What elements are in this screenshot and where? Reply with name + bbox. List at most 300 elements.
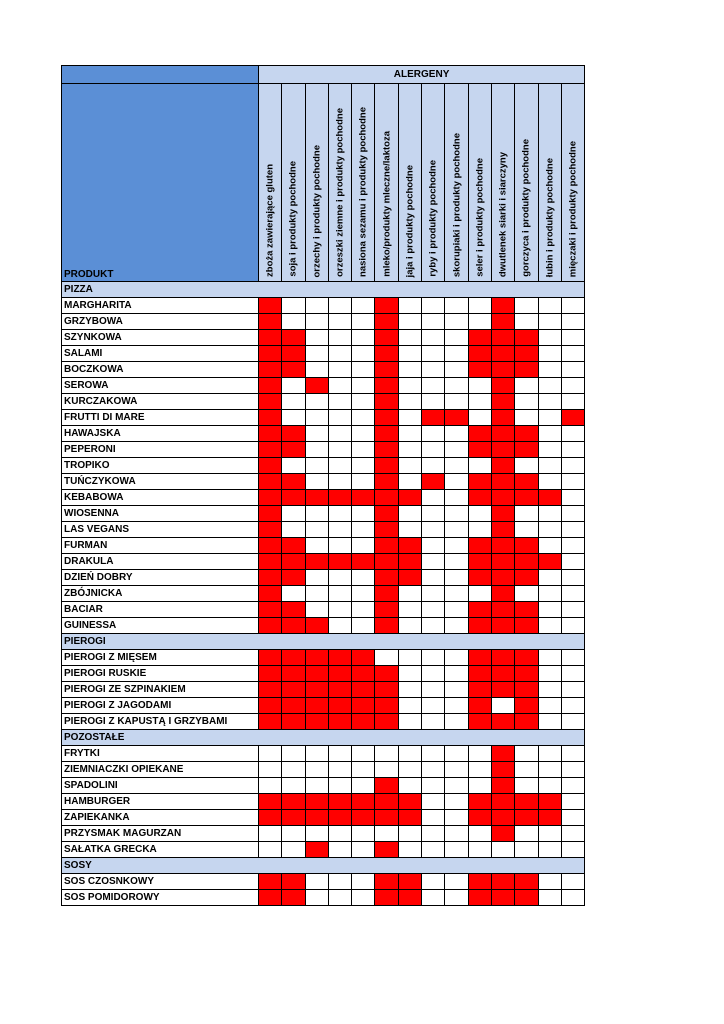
allergen-empty-cell [398, 714, 421, 730]
allergen-marked-cell [328, 810, 351, 826]
allergen-empty-cell [538, 890, 561, 906]
allergen-marked-cell [282, 698, 305, 714]
allergen-marked-cell [328, 698, 351, 714]
product-name: LAS VEGANS [62, 522, 259, 538]
allergen-empty-cell [282, 746, 305, 762]
allergen-empty-cell [491, 698, 514, 714]
allergen-empty-cell [328, 298, 351, 314]
allergen-empty-cell [305, 570, 328, 586]
allergen-empty-cell [468, 586, 491, 602]
allergen-empty-cell [328, 426, 351, 442]
allergen-empty-cell [561, 842, 584, 858]
allergen-marked-cell [491, 746, 514, 762]
allergen-empty-cell [398, 362, 421, 378]
allergen-empty-cell [538, 538, 561, 554]
allergen-empty-cell [468, 826, 491, 842]
allergen-empty-cell [398, 762, 421, 778]
product-name: PIEROGI Z KAPUSTĄ I GRZYBAMI [62, 714, 259, 730]
allergen-empty-cell [422, 586, 445, 602]
allergen-empty-cell [352, 426, 375, 442]
allergen-empty-cell [398, 426, 421, 442]
product-name: ZBÓJNICKA [62, 586, 259, 602]
allergen-empty-cell [422, 298, 445, 314]
allergen-empty-cell [328, 778, 351, 794]
allergen-marked-cell [375, 874, 398, 890]
allergen-marked-cell [515, 682, 538, 698]
allergen-marked-cell [491, 442, 514, 458]
allergen-marked-cell [468, 650, 491, 666]
allergen-marked-cell [352, 554, 375, 570]
allergen-empty-cell [375, 650, 398, 666]
allergen-empty-cell [305, 538, 328, 554]
table-row [62, 426, 585, 442]
allergen-empty-cell [445, 826, 468, 842]
allergen-marked-cell [398, 810, 421, 826]
allergen-marked-cell [538, 490, 561, 506]
allergen-marked-cell [375, 810, 398, 826]
allergen-marked-cell [468, 794, 491, 810]
allergen-marked-cell [491, 794, 514, 810]
allergen-empty-cell [375, 762, 398, 778]
table-row [62, 698, 585, 714]
allergen-empty-cell [445, 698, 468, 714]
allergens-header: ALERGENY [259, 66, 585, 84]
allergen-column-header [491, 84, 514, 282]
allergen-empty-cell [352, 506, 375, 522]
allergen-empty-cell [515, 826, 538, 842]
allergen-empty-cell [468, 506, 491, 522]
allergen-column-header [422, 84, 445, 282]
allergen-marked-cell [352, 698, 375, 714]
table-row [62, 890, 585, 906]
allergen-empty-cell [422, 762, 445, 778]
allergen-column-header [352, 84, 375, 282]
allergen-empty-cell [422, 650, 445, 666]
allergen-empty-cell [561, 426, 584, 442]
table-row [62, 394, 585, 410]
allergen-empty-cell [445, 378, 468, 394]
allergen-marked-cell [259, 602, 282, 618]
allergen-empty-cell [422, 666, 445, 682]
allergen-empty-cell [445, 426, 468, 442]
allergen-marked-cell [305, 618, 328, 634]
allergen-empty-cell [468, 762, 491, 778]
table-row [62, 714, 585, 730]
product-name: PRZYSMAK MAGURZAN [62, 826, 259, 842]
allergen-marked-cell [515, 538, 538, 554]
allergen-empty-cell [468, 410, 491, 426]
allergen-empty-cell [538, 410, 561, 426]
allergen-empty-cell [328, 890, 351, 906]
allergen-empty-cell [398, 346, 421, 362]
product-name: SPADOLINI [62, 778, 259, 794]
allergen-marked-cell [282, 714, 305, 730]
allergen-marked-cell [375, 330, 398, 346]
allergen-marked-cell [352, 490, 375, 506]
table-row [62, 474, 585, 490]
allergen-marked-cell [491, 714, 514, 730]
allergen-marked-cell [491, 570, 514, 586]
allergen-empty-cell [538, 298, 561, 314]
allergen-empty-cell [515, 378, 538, 394]
allergen-empty-cell [561, 458, 584, 474]
allergen-empty-cell [538, 522, 561, 538]
allergen-empty-cell [538, 458, 561, 474]
allergen-marked-cell [282, 346, 305, 362]
product-name: GUINESSA [62, 618, 259, 634]
allergen-empty-cell [352, 618, 375, 634]
allergen-empty-cell [422, 890, 445, 906]
allergen-empty-cell [445, 666, 468, 682]
allergen-marked-cell [282, 554, 305, 570]
allergen-label: mleko/produkty mleczne/laktoza [381, 131, 393, 277]
allergen-empty-cell [352, 570, 375, 586]
allergen-marked-cell [305, 650, 328, 666]
allergen-empty-cell [445, 298, 468, 314]
allergen-marked-cell [375, 602, 398, 618]
product-name: SOS POMIDOROWY [62, 890, 259, 906]
allergen-marked-cell [282, 362, 305, 378]
allergen-empty-cell [398, 682, 421, 698]
allergen-marked-cell [305, 842, 328, 858]
allergen-empty-cell [328, 746, 351, 762]
allergen-marked-cell [468, 362, 491, 378]
allergen-empty-cell [515, 298, 538, 314]
allergen-marked-cell [422, 410, 445, 426]
allergen-marked-cell [375, 490, 398, 506]
allergen-marked-cell [259, 586, 282, 602]
allergen-empty-cell [398, 698, 421, 714]
allergen-marked-cell [491, 810, 514, 826]
allergen-marked-cell [491, 682, 514, 698]
allergen-empty-cell [422, 426, 445, 442]
allergen-marked-cell [538, 794, 561, 810]
allergen-empty-cell [561, 826, 584, 842]
allergen-marked-cell [491, 522, 514, 538]
allergen-empty-cell [282, 506, 305, 522]
allergen-marked-cell [468, 490, 491, 506]
allergen-marked-cell [259, 570, 282, 586]
allergen-empty-cell [561, 362, 584, 378]
allergen-marked-cell [491, 650, 514, 666]
allergen-marked-cell [398, 538, 421, 554]
allergen-marked-cell [282, 650, 305, 666]
allergen-empty-cell [538, 394, 561, 410]
allergen-marked-cell [352, 794, 375, 810]
product-name: ZAPIEKANKA [62, 810, 259, 826]
product-name: DRAKULA [62, 554, 259, 570]
allergen-marked-cell [398, 570, 421, 586]
product-name: TUŃCZYKOWA [62, 474, 259, 490]
allergen-column-header [538, 84, 561, 282]
allergen-empty-cell [445, 602, 468, 618]
allergen-empty-cell [445, 314, 468, 330]
allergen-marked-cell [491, 874, 514, 890]
allergen-marked-cell [515, 602, 538, 618]
product-name: WIOSENNA [62, 506, 259, 522]
allergen-empty-cell [305, 746, 328, 762]
allergen-label: zboża zawierające gluten [264, 164, 276, 277]
allergen-marked-cell [491, 778, 514, 794]
allergen-empty-cell [538, 586, 561, 602]
allergen-marked-cell [515, 426, 538, 442]
allergen-empty-cell [328, 410, 351, 426]
allergen-marked-cell [515, 874, 538, 890]
section-title: POZOSTAŁE [62, 730, 585, 746]
allergen-empty-cell [328, 618, 351, 634]
allergen-empty-cell [398, 618, 421, 634]
allergen-marked-cell [282, 490, 305, 506]
allergen-empty-cell [561, 490, 584, 506]
allergen-empty-cell [352, 346, 375, 362]
allergen-empty-cell [561, 298, 584, 314]
allergen-marked-cell [515, 794, 538, 810]
allergen-empty-cell [398, 474, 421, 490]
allergen-marked-cell [305, 682, 328, 698]
allergen-empty-cell [352, 458, 375, 474]
allergen-marked-cell [375, 410, 398, 426]
allergen-marked-cell [491, 826, 514, 842]
allergen-marked-cell [352, 666, 375, 682]
allergen-empty-cell [561, 314, 584, 330]
allergen-empty-cell [305, 890, 328, 906]
allergen-empty-cell [445, 778, 468, 794]
allergen-empty-cell [445, 618, 468, 634]
allergen-empty-cell [445, 762, 468, 778]
allergen-empty-cell [282, 410, 305, 426]
allergen-marked-cell [259, 506, 282, 522]
allergen-empty-cell [305, 762, 328, 778]
allergen-empty-cell [422, 442, 445, 458]
allergen-marked-cell [305, 810, 328, 826]
table-row [62, 826, 585, 842]
allergen-empty-cell [561, 554, 584, 570]
table-row [62, 506, 585, 522]
allergen-empty-cell [422, 698, 445, 714]
allergen-empty-cell [352, 362, 375, 378]
allergen-empty-cell [305, 522, 328, 538]
allergen-marked-cell [491, 538, 514, 554]
allergen-label: orzechy i produkty pochodne [311, 144, 323, 277]
allergen-empty-cell [352, 298, 375, 314]
allergen-empty-cell [445, 874, 468, 890]
product-name: FRUTTI DI MARE [62, 410, 259, 426]
allergen-empty-cell [422, 362, 445, 378]
allergen-marked-cell [259, 474, 282, 490]
allergen-empty-cell [445, 746, 468, 762]
allergen-empty-cell [305, 826, 328, 842]
allergen-marked-cell [259, 538, 282, 554]
allergen-empty-cell [398, 826, 421, 842]
allergen-empty-cell [422, 874, 445, 890]
allergen-marked-cell [375, 378, 398, 394]
table-row [62, 442, 585, 458]
allergen-empty-cell [538, 426, 561, 442]
allergen-empty-cell [561, 682, 584, 698]
allergen-empty-cell [445, 570, 468, 586]
allergen-marked-cell [375, 314, 398, 330]
table-row [62, 874, 585, 890]
allergen-empty-cell [538, 602, 561, 618]
product-name: FURMAN [62, 538, 259, 554]
allergen-empty-cell [468, 842, 491, 858]
allergen-empty-cell [422, 506, 445, 522]
allergen-empty-cell [561, 570, 584, 586]
allergen-marked-cell [375, 586, 398, 602]
section-title: PIEROGI [62, 634, 585, 650]
allergen-marked-cell [352, 650, 375, 666]
allergen-empty-cell [305, 394, 328, 410]
allergen-empty-cell [445, 458, 468, 474]
allergen-empty-cell [561, 394, 584, 410]
allergen-empty-cell [398, 506, 421, 522]
allergen-empty-cell [445, 794, 468, 810]
allergen-marked-cell [491, 410, 514, 426]
allergen-marked-cell [375, 538, 398, 554]
allergen-marked-cell [398, 554, 421, 570]
product-name: PIEROGI Z JAGODAMI [62, 698, 259, 714]
allergen-empty-cell [398, 330, 421, 346]
allergen-empty-cell [445, 714, 468, 730]
allergen-empty-cell [445, 522, 468, 538]
allergen-marked-cell [375, 890, 398, 906]
table-row [62, 538, 585, 554]
allergen-empty-cell [352, 602, 375, 618]
product-name: BOCZKOWA [62, 362, 259, 378]
allergen-marked-cell [491, 586, 514, 602]
allergen-marked-cell [259, 490, 282, 506]
allergen-empty-cell [282, 378, 305, 394]
allergen-empty-cell [468, 298, 491, 314]
table-row [62, 570, 585, 586]
allergen-label: gorczyca i produkty pochodne [520, 139, 532, 277]
allergen-empty-cell [445, 890, 468, 906]
allergen-empty-cell [561, 346, 584, 362]
allergen-marked-cell [328, 554, 351, 570]
allergen-empty-cell [538, 682, 561, 698]
allergen-marked-cell [305, 714, 328, 730]
allergen-marked-cell [259, 890, 282, 906]
allergen-empty-cell [538, 666, 561, 682]
allergen-empty-cell [282, 458, 305, 474]
allergen-empty-cell [305, 474, 328, 490]
allergen-marked-cell [375, 666, 398, 682]
allergen-empty-cell [515, 314, 538, 330]
allergen-empty-cell [538, 314, 561, 330]
allergen-empty-cell [305, 314, 328, 330]
allergen-marked-cell [259, 666, 282, 682]
allergen-marked-cell [328, 650, 351, 666]
allergen-label: łubin i produkty pochodne [544, 157, 556, 277]
allergen-empty-cell [398, 298, 421, 314]
allergen-label: orzeszki ziemne i produkty pochodne [334, 108, 346, 277]
allergen-empty-cell [561, 762, 584, 778]
allergen-marked-cell [282, 666, 305, 682]
allergen-marked-cell [515, 714, 538, 730]
allergen-empty-cell [445, 842, 468, 858]
allergen-empty-cell [468, 778, 491, 794]
allergen-column-header [328, 84, 351, 282]
allergen-marked-cell [515, 554, 538, 570]
allergen-empty-cell [561, 890, 584, 906]
allergen-marked-cell [305, 378, 328, 394]
allergen-marked-cell [282, 618, 305, 634]
allergen-empty-cell [422, 314, 445, 330]
product-name: PIEROGI ZE SZPINAKIEM [62, 682, 259, 698]
allergen-marked-cell [491, 554, 514, 570]
allergen-marked-cell [375, 394, 398, 410]
allergen-empty-cell [282, 842, 305, 858]
allergen-marked-cell [515, 362, 538, 378]
table-row [62, 330, 585, 346]
allergen-empty-cell [328, 602, 351, 618]
allergen-empty-cell [515, 746, 538, 762]
allergen-empty-cell [445, 330, 468, 346]
allergen-empty-cell [305, 602, 328, 618]
product-name: SZYNKOWA [62, 330, 259, 346]
allergen-empty-cell [398, 650, 421, 666]
allergen-marked-cell [259, 794, 282, 810]
allergen-empty-cell [352, 314, 375, 330]
allergen-marked-cell [468, 330, 491, 346]
allergen-empty-cell [445, 810, 468, 826]
allergen-marked-cell [491, 506, 514, 522]
allergen-marked-cell [375, 346, 398, 362]
allergen-empty-cell [352, 378, 375, 394]
allergen-marked-cell [515, 698, 538, 714]
allergen-marked-cell [375, 362, 398, 378]
table-row [62, 666, 585, 682]
allergen-empty-cell [445, 490, 468, 506]
allergen-label: soja i produkty pochodne [287, 161, 299, 277]
allergen-marked-cell [468, 474, 491, 490]
allergen-marked-cell [468, 714, 491, 730]
allergen-marked-cell [282, 442, 305, 458]
allergen-label: skorupiaki i produkty pochodne [451, 132, 463, 277]
allergen-label: mięczaki i produkty pochodne [567, 140, 579, 277]
allergen-marked-cell [259, 426, 282, 442]
allergen-empty-cell [515, 778, 538, 794]
allergen-empty-cell [422, 330, 445, 346]
allergen-marked-cell [515, 666, 538, 682]
allergen-empty-cell [352, 874, 375, 890]
allergen-marked-cell [375, 570, 398, 586]
allergen-marked-cell [468, 442, 491, 458]
allergen-marked-cell [375, 618, 398, 634]
allergen-marked-cell [375, 522, 398, 538]
allergen-column-header [398, 84, 421, 282]
table-row [62, 458, 585, 474]
allergen-marked-cell [445, 410, 468, 426]
allergen-empty-cell [538, 842, 561, 858]
allergen-empty-cell [561, 650, 584, 666]
product-name: HAWAJSKA [62, 426, 259, 442]
table-row [62, 298, 585, 314]
allergen-marked-cell [375, 554, 398, 570]
allergen-empty-cell [422, 458, 445, 474]
allergen-marked-cell [259, 810, 282, 826]
allergen-marked-cell [259, 458, 282, 474]
allergen-marked-cell [398, 490, 421, 506]
allergen-empty-cell [422, 570, 445, 586]
allergen-marked-cell [468, 426, 491, 442]
allergen-empty-cell [422, 682, 445, 698]
allergen-marked-cell [259, 522, 282, 538]
allergen-empty-cell [561, 586, 584, 602]
allergen-marked-cell [468, 698, 491, 714]
allergen-empty-cell [328, 570, 351, 586]
allergen-marked-cell [491, 458, 514, 474]
